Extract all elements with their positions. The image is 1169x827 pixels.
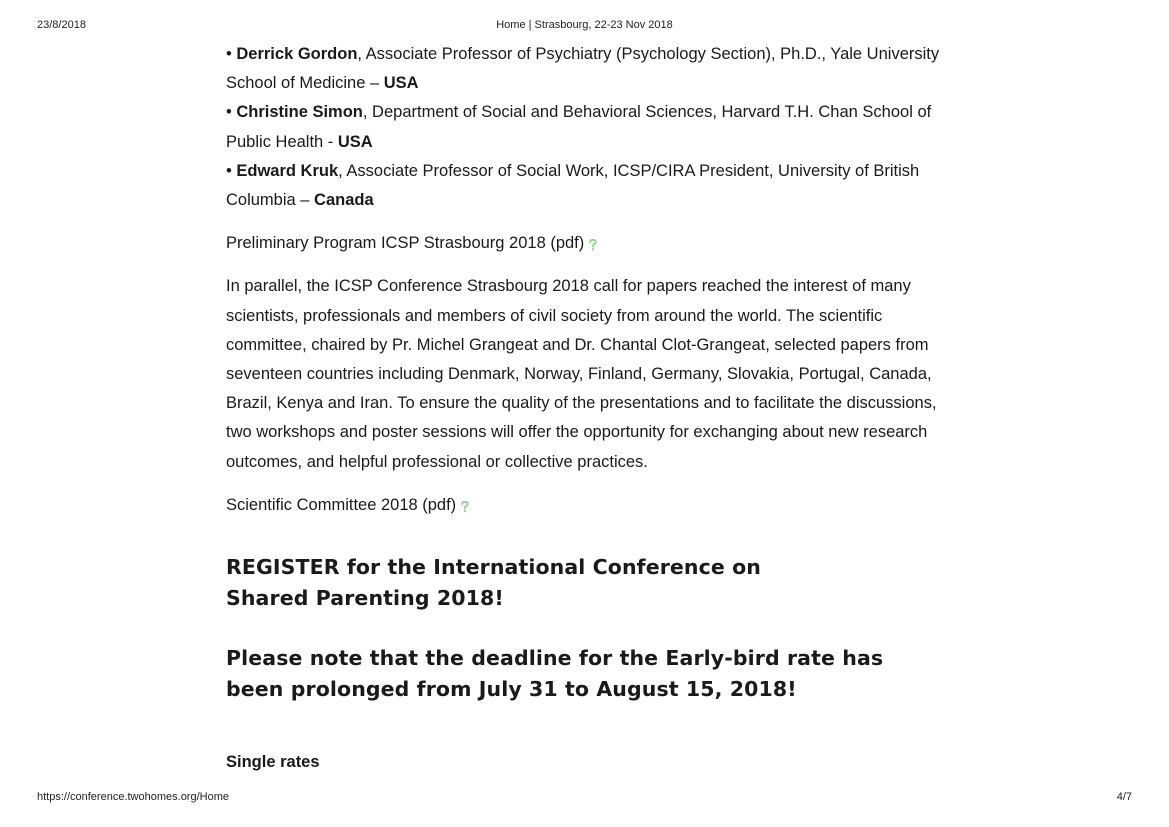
speaker-item — [226, 157, 946, 215]
speaker-name: Derrick Gordon — [236, 45, 358, 63]
print-date: 23/8/2018 — [37, 19, 86, 31]
page-number: 4/7 — [1116, 791, 1132, 803]
pdf-file-icon — [460, 501, 470, 513]
bullet: • — [226, 103, 232, 122]
speaker-name: Christine Simon — [236, 103, 363, 122]
register-heading: REGISTER for the International Conference on Shared Parenting 2018! — [226, 555, 761, 611]
single-rates-heading: Single rates — [226, 753, 320, 772]
speaker-description: , Associate Professor of Social Work, ICSP/CIRA President, University of British Columbia – — [226, 161, 920, 210]
preliminary-program-label[interactable]: Preliminary Program ICSP Strasbourg 2018 (pdf) — [226, 234, 585, 253]
speaker-description: , Department of Social and Behavioral Sciences, Harvard T.H. Chan School of Public Health - — [226, 103, 932, 151]
scientific-committee-link[interactable] — [226, 491, 946, 520]
bullet: • — [226, 45, 232, 63]
speaker-item — [226, 98, 946, 156]
pdf-file-icon — [588, 239, 598, 251]
main-content — [226, 40, 946, 772]
speaker-country: USA — [337, 132, 373, 151]
speaker-country: Canada — [314, 191, 374, 210]
speaker-name: Edward Kruk — [236, 161, 339, 180]
call-for-papers-paragraph: In parallel, the ICSP Conference Strasbourg 2018 call for papers reached the interest of many scientists, professionals and members of civil society from around the world. The scientific committee, chaired by Pr. Michel Grangeat and Dr. Chantal Clot-Grangeat, selected papers from seventeen countries including Denmark, Norway, Finland, Germany, Slovakia, Portugal, Canada, Brazil, Kenya and Iran. To ensure the quality of the presentations and to facilitate the discussions, two workshops and poster sessions will offer the opportunity for exchanging about new research outcomes, and helpful professional or collective practices. — [226, 277, 937, 471]
bullet: • — [226, 161, 232, 180]
speaker-item — [226, 40, 946, 98]
preliminary-program-link[interactable] — [226, 229, 946, 258]
scientific-committee-label[interactable]: Scientific Committee 2018 (pdf) — [226, 495, 457, 514]
speaker-country: USA — [383, 74, 419, 93]
speaker-description: , Associate Professor of Psychiatry (Psychology Section), Ph.D., Yale University School of Medicine – — [226, 45, 940, 93]
speaker-list — [226, 40, 946, 215]
print-url: https://conference.twohomes.org/Home — [37, 791, 229, 803]
deadline-heading: Please note that the deadline for the Early-bird rate has been prolonged from July 31 to August 15, 2018! — [226, 646, 884, 702]
print-page-title: Home | Strasbourg, 22-23 Nov 2018 — [496, 19, 673, 31]
